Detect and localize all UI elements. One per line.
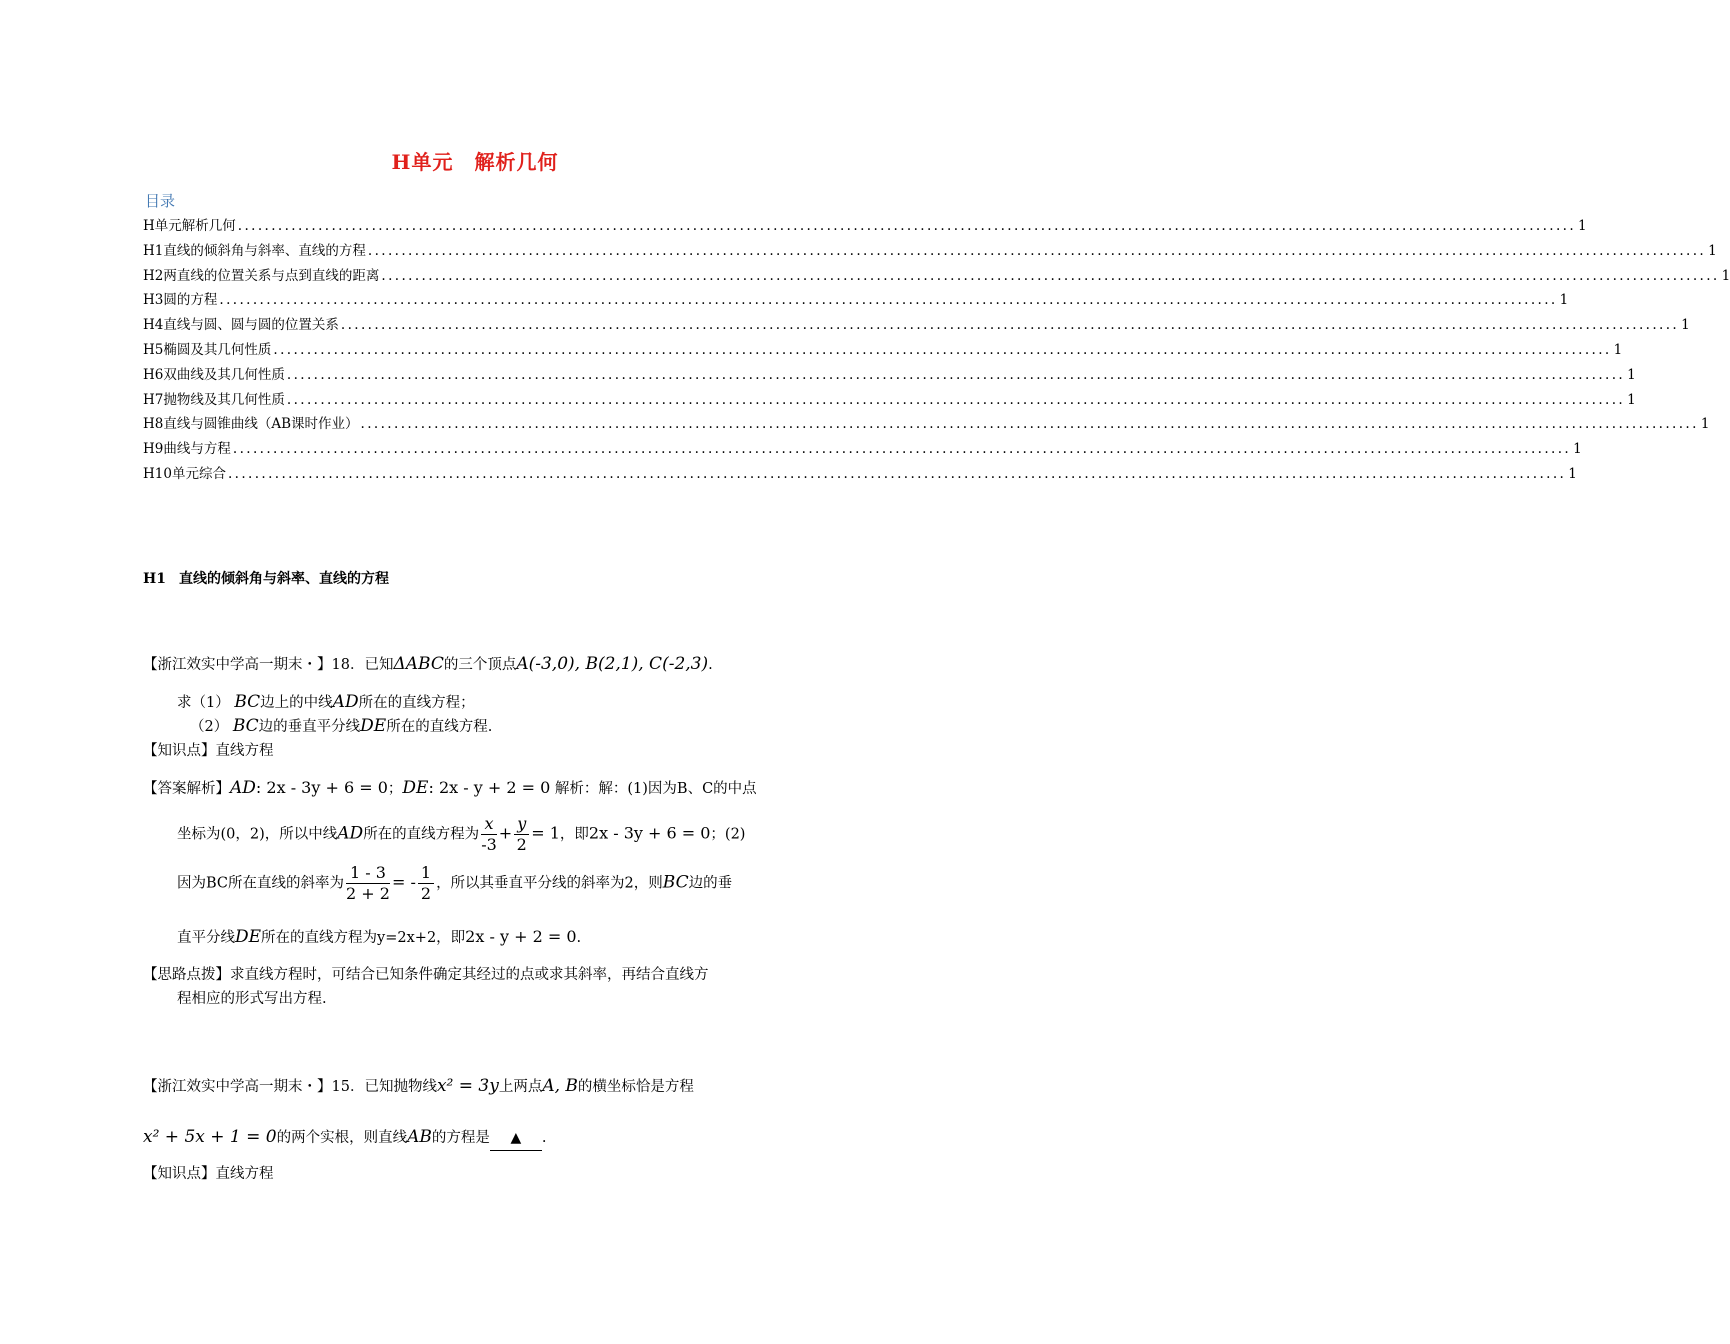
toc-entry-code: H9 <box>143 441 164 458</box>
toc-leader-dots: ........................................................................................................................................................................................................ <box>360 416 1699 433</box>
toc-entry-page: 1 <box>1559 292 1569 309</box>
q1-part2-end: 所在的直线方程. <box>386 719 493 735</box>
q1-source: 【浙江效实中学高一期末・】18．已知 <box>143 657 394 673</box>
q1-line3-mid: ，所以其垂直平分线的斜率为2，则 <box>436 875 663 892</box>
toc-entry-page: 1 <box>1568 465 1577 482</box>
q1-answer-line4 <box>143 925 839 950</box>
toc-entry-code: H10 <box>143 465 172 482</box>
fraction-y-over-2 <box>514 814 529 855</box>
q1-part2-mid: 边的垂直平分线 <box>258 719 361 735</box>
equals-minus: = - <box>391 872 416 892</box>
toc-entry-code: H2 <box>143 267 164 284</box>
toc-entry[interactable] <box>143 288 1569 313</box>
q1-answer-line1 <box>143 776 805 801</box>
q2-stem-line1 <box>143 1074 805 1099</box>
q2-parabola: x² = 3y <box>436 1076 499 1096</box>
q1-triangle: ΔABC <box>393 654 444 674</box>
toc-leader-dots: ........................................................................................................................................................................................................ <box>219 292 1558 309</box>
q1-part1-mid: 边上的中线 <box>260 695 333 711</box>
q2-source: 【浙江效实中学高一期末・】15．已知抛物线 <box>143 1079 437 1095</box>
toc-entry-code: H8 <box>143 416 164 433</box>
frac3-num: 1 - 3 <box>346 863 390 884</box>
q1-line3-bc: BC <box>662 872 689 893</box>
toc-entry[interactable] <box>143 338 1623 363</box>
page-title: H单元 解析几何 <box>391 150 559 174</box>
toc-leader-dots: ........................................................................................................................................................................................................ <box>273 341 1612 358</box>
toc-entry-page: 1 <box>1681 317 1690 334</box>
toc-entry[interactable] <box>143 388 1636 413</box>
frac2-num: y <box>514 814 529 835</box>
q1-vertices: A(-3,0), B(2,1), C(-2,3) <box>516 654 709 674</box>
q1-answer-de: DE <box>402 778 429 798</box>
q2-tail: 的横坐标恰是方程 <box>577 1079 694 1095</box>
toc-entry-title: 抛物线及其几何性质 <box>163 391 285 408</box>
q2-ab: AB <box>407 1127 432 1147</box>
toc-entry[interactable] <box>143 214 1587 239</box>
q1-line2-eq: 2x - 3y + 6 = 0 <box>588 823 711 843</box>
toc-entry-page: 1 <box>1627 366 1636 383</box>
q2-mid: 上两点 <box>498 1079 543 1095</box>
q1-line4-de: DE <box>235 927 262 947</box>
q1-hint <box>143 963 805 1011</box>
q1-answer-de-eq: : 2x - y + 2 = 0 <box>428 778 551 797</box>
toc-entry-title: 椭圆及其几何性质 <box>163 341 272 358</box>
toc-entry-title: 圆的方程 <box>163 292 218 309</box>
q1-answer-ad: AD <box>230 778 256 798</box>
section-heading-h1 <box>143 568 389 588</box>
q1-line2-mid: 所在的直线方程为 <box>363 826 480 843</box>
q1-knowledge-text: 直线方程 <box>215 743 274 759</box>
toc-entry-title: 直线的倾斜角与斜率、直线的方程 <box>163 242 366 259</box>
q1-line2-then: ，即 <box>559 826 589 843</box>
toc-leader-dots: ........................................................................................................................................................................................................ <box>381 267 1720 284</box>
q2-knowledge-text: 直线方程 <box>215 1166 274 1182</box>
toc-entry-code: H4 <box>143 317 164 334</box>
frac2-den: 2 <box>516 835 527 854</box>
q1-answer-line3 <box>143 863 839 904</box>
toc-entry[interactable] <box>143 412 1710 437</box>
toc-leader-dots: ........................................................................................................................................................................................................ <box>237 218 1577 234</box>
fraction-one-half <box>418 863 434 904</box>
q1-hint-line1: 求直线方程时，可结合已知条件确定其经过的点或求其斜率，再结合直线方 <box>230 967 709 983</box>
q2-knowledge <box>143 1162 805 1186</box>
q1-part1-label: 求（1） <box>177 695 230 711</box>
q1-part1-end: 所在的直线方程； <box>358 695 475 711</box>
q2-knowledge-label: 【知识点】 <box>143 1166 216 1182</box>
q1-part2-de: DE <box>360 716 387 736</box>
q1-answer-ad-eq: : 2x - 3y + 6 = 0 <box>255 778 388 797</box>
toc-leader-dots: ........................................................................................................................................................................................................ <box>286 366 1626 383</box>
toc-leader-dots: ........................................................................................................................................................................................................ <box>227 465 1567 482</box>
toc-entry-title: 双曲线及其几何性质 <box>163 366 285 383</box>
q1-stem-mid: 的三个顶点 <box>443 657 517 673</box>
q1-line2-ad: AD <box>337 823 364 844</box>
frac1-num: x <box>481 814 497 835</box>
toc-entry-title: 两直线的位置关系与点到直线的距离 <box>163 267 380 284</box>
q1-answer-label: 【答案解析】 <box>143 781 230 797</box>
q2-equation: x² + 5x + 1 = 0 <box>143 1127 277 1147</box>
plus-sign: + <box>498 823 513 843</box>
toc-entry[interactable] <box>143 363 1636 388</box>
toc-entry-page: 1 <box>1708 242 1717 259</box>
toc-entry-page: 1 <box>1721 267 1730 284</box>
q1-knowledge-label: 【知识点】 <box>143 743 216 759</box>
q1-line4-mid: 所在的直线方程为y=2x+2，即 <box>261 930 466 946</box>
q1-hint-label: 【思路点拨】 <box>143 967 230 983</box>
toc-entry-code: H7 <box>143 391 164 408</box>
answer-blank: ▲ <box>490 1126 542 1151</box>
q2-line2-mid: 的两个实根，则直线 <box>276 1130 408 1146</box>
q1-part1 <box>143 690 839 715</box>
q1-answer-tail: 解析：解：(1)因为B、C的中点 <box>550 781 757 797</box>
frac4-den: 2 <box>420 884 432 903</box>
q1-hint-line2: 程相应的形式写出方程. <box>177 991 327 1007</box>
toc-heading: 目录 <box>145 192 176 210</box>
q1-line4-end: . <box>576 930 582 946</box>
q2-stem-line2 <box>143 1125 805 1151</box>
toc-entry-code: H单元 <box>143 218 182 234</box>
toc-entry[interactable] <box>143 264 1730 289</box>
q1-line4-pre: 直平分线 <box>177 930 235 946</box>
toc-leader-dots: ........................................................................................................................................................................................................ <box>367 242 1707 259</box>
q1-knowledge <box>143 739 805 763</box>
q1-line3-end: 边的垂 <box>688 875 733 892</box>
equals-one: = 1 <box>531 823 560 843</box>
q1-line2-pre: 坐标为(0，2)，所以中线 <box>177 826 338 843</box>
toc-entry-page: 1 <box>1613 341 1623 358</box>
fraction-slope <box>346 863 390 904</box>
fraction-x-over-neg3 <box>481 814 497 855</box>
toc-entry-title: 直线与圆锥曲线（AB课时作业） <box>163 416 359 433</box>
toc-entry-title: 曲线与方程 <box>163 441 231 458</box>
q1-answer-sep: ； <box>387 781 403 797</box>
section-title: 直线的倾斜角与斜率、直线的方程 <box>179 571 389 587</box>
toc-entry-code: H1 <box>143 242 164 259</box>
q2-line2-end: 的方程是 <box>431 1130 490 1146</box>
toc-entry[interactable] <box>143 462 1577 487</box>
toc-leader-dots: ........................................................................................................................................................................................................ <box>286 391 1626 408</box>
q1-line2-end: ；(2) <box>710 826 746 843</box>
q1-part1-bc: BC <box>234 692 261 712</box>
frac3-den: 2 + 2 <box>346 884 390 903</box>
q1-stem <box>143 652 805 677</box>
q1-part2-label: （2） <box>190 719 229 735</box>
toc-leader-dots: ........................................................................................................................................................................................................ <box>232 441 1572 458</box>
q1-line4-eq: 2x - y + 2 = 0 <box>465 927 577 946</box>
toc-entry[interactable] <box>143 437 1582 462</box>
toc-entry-page: 1 <box>1578 218 1587 234</box>
table-of-contents <box>143 214 1730 487</box>
q1-line3-pre: 因为BC所在直线的斜率为 <box>177 875 345 892</box>
q1-answer-line2 <box>143 814 839 855</box>
toc-entry-code: H6 <box>143 366 164 383</box>
toc-leader-dots: ........................................................................................................................................................................................................ <box>340 317 1680 334</box>
toc-entry-page: 1 <box>1700 416 1710 433</box>
toc-entry-title: 解析几何 <box>181 218 236 234</box>
toc-entry-code: H5 <box>143 341 164 358</box>
toc-entry[interactable] <box>143 239 1717 264</box>
toc-entry-title: 单元综合 <box>171 465 226 482</box>
section-code: H1 <box>143 571 166 587</box>
frac1-den: -3 <box>481 835 497 854</box>
toc-entry[interactable] <box>143 313 1690 338</box>
frac4-num: 1 <box>418 863 434 884</box>
toc-entry-title: 直线与圆、圆与圆的位置关系 <box>163 317 339 334</box>
q1-part2-bc: BC <box>232 716 259 736</box>
q2-period: . <box>541 1130 547 1146</box>
q1-stem-end: . <box>708 657 713 673</box>
q1-part2 <box>143 714 852 739</box>
toc-entry-page: 1 <box>1573 441 1582 458</box>
q1-part1-ad: AD <box>332 692 359 712</box>
toc-entry-page: 1 <box>1627 391 1636 408</box>
toc-entry-code: H3 <box>143 292 164 309</box>
q2-points: A, B <box>542 1076 578 1096</box>
